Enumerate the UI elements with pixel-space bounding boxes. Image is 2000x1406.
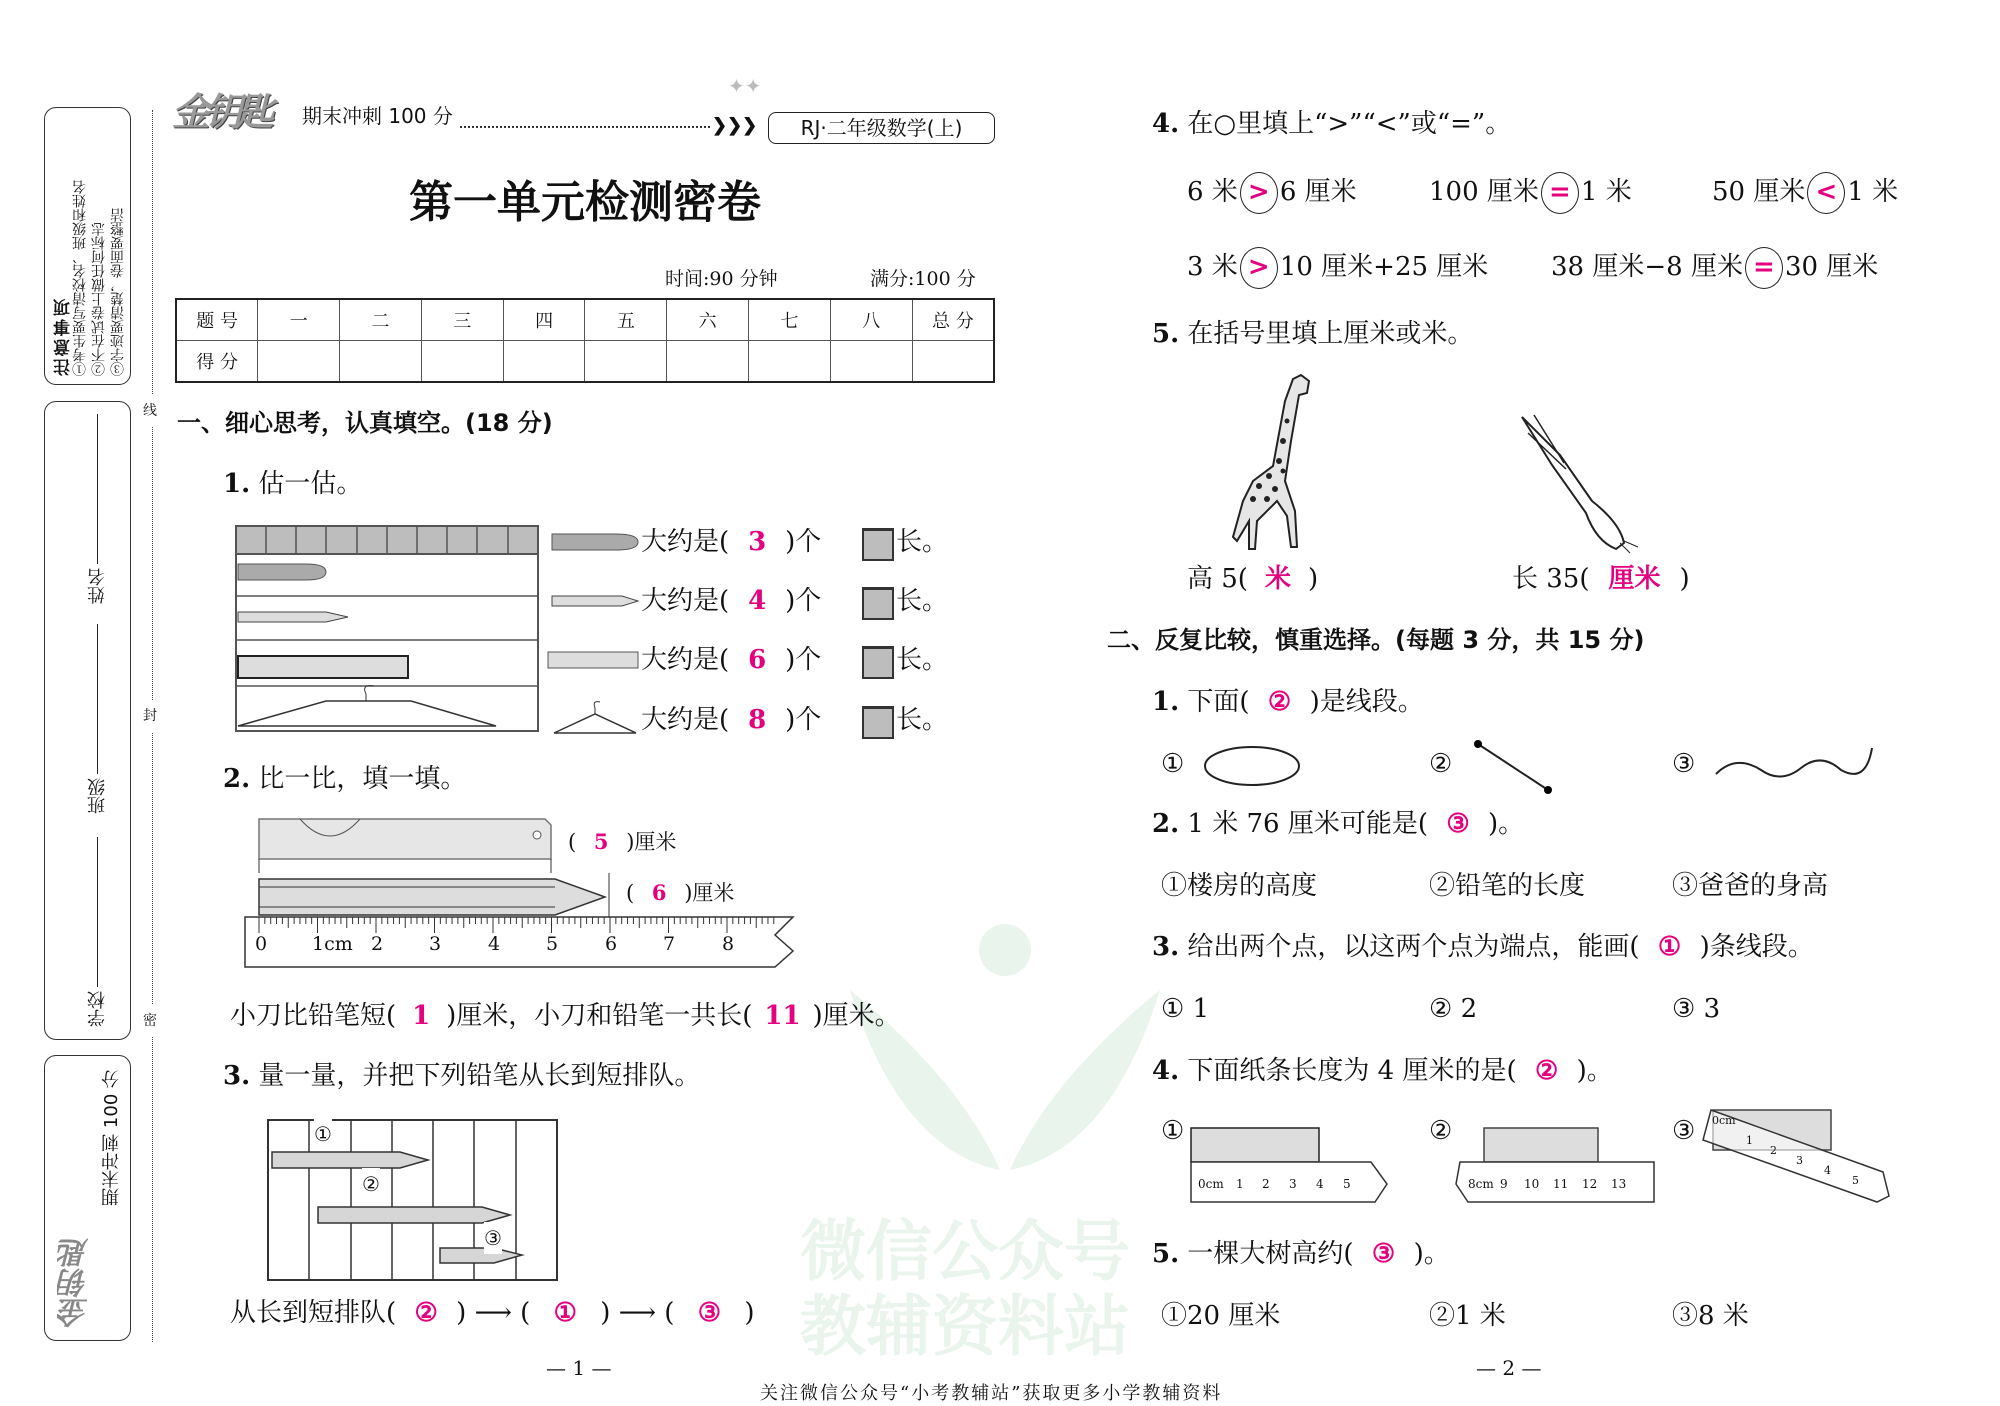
answer: ② [1267,687,1292,717]
q1-5 [1152,318,1473,350]
tick: 0 [255,933,268,955]
th: 三 [421,299,503,341]
score-cell[interactable] [830,341,912,383]
th: 总 分 [912,299,994,341]
option[interactable]: ① [1161,1116,1185,1146]
text: 一棵大树高约( [1187,1239,1354,1269]
tick: 1 [1746,1134,1753,1147]
answer: ② [414,1298,438,1328]
class-label: 班级 [87,778,108,814]
tick: 4 [1316,1177,1324,1191]
series-label: 期末冲刺 100 分 [302,104,453,128]
q2-2 [1152,808,1524,840]
watermark-line1: 微信公众号 [800,1213,1130,1290]
text: 3 米 [1187,252,1238,282]
text: )是线段。 [1309,687,1424,717]
option[interactable]: ②铅笔的长度 [1429,871,1586,901]
text: 下面纸条长度为 4 厘米的是( [1187,1056,1517,1086]
tick: 2 [1262,1177,1270,1191]
answer: 1 [412,1001,431,1031]
text: 大约是( [641,527,730,557]
score-cell[interactable] [585,341,667,383]
q-label: 2. [1152,809,1180,839]
tail: 长。 [896,527,949,557]
text: ) [1307,564,1319,594]
text: )厘米，小刀和铅笔一共长( [446,1001,753,1031]
compare-circle[interactable]: > [1240,172,1278,214]
unit-square-icon [862,646,894,679]
th: 题 号 [176,299,258,341]
compare-circle[interactable]: > [1240,247,1278,289]
text: 1 米 [1847,177,1899,207]
score-cell[interactable] [258,341,340,383]
compare-sentence [230,1000,901,1032]
th: 六 [667,299,749,341]
option[interactable]: ① [1161,749,1185,779]
text: ( [626,881,635,905]
estimate-item [641,644,821,676]
hanger-icon [552,700,638,735]
text: 30 厘米 [1784,252,1879,282]
order-sentence: 从长到短排队( ② ) ⟶ ( ① ) ⟶ ( ③ ) [230,1298,755,1328]
tick: 0cm [1198,1177,1224,1191]
header-dots [460,126,710,128]
th: 八 [830,299,912,341]
text: 小刀比铅笔短( [230,1001,397,1031]
text: 6 厘米 [1279,177,1357,207]
text: 1 米 [1580,177,1632,207]
tick: 2 [371,933,384,955]
text: 大约是( [641,705,730,735]
answer: 米 [1264,564,1291,594]
answer: 3 [748,527,767,557]
score-cell[interactable] [667,341,749,383]
text: )个 [785,586,822,616]
tick: 0cm [1712,1114,1736,1127]
answer: ③ [1371,1239,1396,1269]
school-field[interactable] [85,837,111,1027]
score-row [176,341,994,383]
tick: 4 [1824,1164,1831,1177]
edition-badge: RJ·二年级数学(上) [768,112,995,144]
text: 高 5( [1187,564,1248,594]
tick: 5 [1852,1174,1859,1187]
page-number-2: — 2 — [1476,1356,1542,1380]
text: 长 35( [1512,564,1590,594]
note-2: ②不在试卷上做任何标志 [91,222,107,376]
answer: ③ [1446,809,1470,839]
text: 大约是( [641,586,730,616]
th: 四 [503,299,585,341]
knife-length [568,826,676,858]
q-label: 1. [223,469,251,499]
giraffe-image [1213,371,1323,553]
full-score: 满分:100 分 [870,268,976,290]
text: 给出两个点，以这两个点为端点，能画( [1187,932,1640,962]
score-table [175,298,995,383]
name-label: 姓名 [87,568,108,604]
answer: 6 [748,645,767,675]
estimate-item [641,526,821,558]
q2-3 [1152,931,1814,963]
answer: 6 [651,880,667,905]
text: 1 米 76 厘米可能是( [1187,809,1428,839]
q1-3 [223,1060,700,1092]
text: 38 厘米−8 厘米 [1551,252,1743,282]
tail: 长。 [896,645,949,675]
compare-item [1551,247,1878,289]
tick: 8cm [1468,1177,1494,1191]
option[interactable]: ③爸爸的身高 [1672,871,1829,901]
option[interactable]: ③ [1672,749,1696,779]
text: 大约是( [641,645,730,675]
text: ( [568,830,577,854]
answer: ① [553,1298,577,1328]
q2-1 [1152,686,1424,718]
answer: 8 [748,705,767,735]
score-row-label: 得 分 [176,341,258,383]
watermark-line2: 教辅资料站 [800,1288,1130,1365]
q-text: 量一量，并把下列铅笔从长到短排队。 [258,1061,701,1091]
text: )厘米 [684,881,735,905]
line-segment-shape [1474,740,1554,794]
option[interactable]: ③ 3 [1672,994,1721,1024]
q-text: 比一比，填一填。 [258,764,467,794]
tick: 1 [1236,1177,1244,1191]
tick: 6 [605,933,618,955]
section2-heading: 二、反复比较，慎重选择。(每题 3 分，共 15 分) [1107,626,1645,654]
q1-1 [223,468,362,500]
q1-2 [223,763,466,795]
tick: 8 [722,933,735,955]
seal-label-line: 线 [143,395,157,427]
q-text: 在○里填上“>”“<”或“=”。 [1187,109,1512,139]
scallion-image [1520,413,1655,553]
unit-square-icon [862,706,894,739]
q-label: 3. [1152,932,1180,962]
score-cell[interactable] [912,341,994,383]
giraffe-answer [1187,563,1318,595]
text: )厘米 [626,830,677,854]
tick: 5 [1343,1177,1351,1191]
text: )。 [1488,809,1525,839]
seal-label-secret: 密 [143,1005,157,1037]
text: )条线段。 [1699,932,1814,962]
curve-shape [1716,744,1876,784]
tick: 9 [1500,1177,1508,1191]
sparkle-icon: ✦✦ [728,74,762,98]
tick: 11 [1553,1177,1569,1191]
q-label: 4. [1152,109,1180,139]
q-label: 3. [223,1061,251,1091]
th: 七 [749,299,831,341]
brand-series: 期末冲刺 100 分 [101,1070,122,1206]
option[interactable]: ② 2 [1429,994,1478,1024]
unit-square-icon [862,587,894,620]
text: 下面( [1187,687,1250,717]
tail: 长。 [896,586,949,616]
answer: ① [1657,932,1682,962]
tick: 4 [488,933,501,955]
option[interactable]: ②1 米 [1429,1301,1506,1331]
text: 从长到短排队( [230,1298,397,1328]
tick: 7 [663,933,676,955]
th: 五 [585,299,667,341]
page-number-1: — 1 — [546,1356,612,1380]
pencil-length [626,877,734,909]
page-title: 第一单元检测密卷 [409,177,761,228]
tick: 5 [546,933,559,955]
option[interactable]: ③8 米 [1672,1301,1749,1331]
pencils-grid-figure [268,1120,558,1280]
tick: 3 [1796,1154,1803,1167]
tick: 13 [1611,1177,1627,1191]
tick: 1cm [312,933,353,955]
tick: 3 [429,933,442,955]
option[interactable]: ①楼房的高度 [1161,871,1318,901]
header-arrows-icon: ❯❯❯ [712,115,758,136]
answer: 4 [748,586,767,616]
tick: 3 [1289,1177,1297,1191]
notes-title: 注意事项 [54,296,74,376]
class-field[interactable] [85,624,111,814]
answer: ③ [697,1298,722,1328]
seal-label-seal: 封 [143,700,157,732]
answer: 5 [593,829,609,854]
q-text: 在括号里填上厘米或米。 [1187,319,1474,349]
text: )个 [785,705,822,735]
section1-heading: 一、细心思考，认真填空。(18 分) [177,409,553,437]
q-text: 估一估。 [258,469,363,499]
option[interactable]: ①20 厘米 [1161,1301,1281,1331]
text: )。 [1576,1056,1613,1086]
tick: 12 [1582,1177,1598,1191]
option[interactable]: ① 1 [1161,994,1210,1024]
text: 100 厘米 [1429,177,1539,207]
eraser-icon [552,532,638,552]
score-cell[interactable] [503,341,585,383]
text: )个 [785,527,822,557]
compare-item [1429,172,1632,214]
th: 一 [258,299,340,341]
text: 6 米 [1187,177,1238,207]
arrow-icon: ⟶ [610,1298,665,1328]
score-cell[interactable] [340,341,422,383]
q2-5 [1152,1238,1450,1270]
text: )厘米。 [812,1001,901,1031]
q1-4 [1152,108,1511,140]
option[interactable]: ③ [1672,1116,1696,1146]
watermark-logo-icon [840,920,1170,1180]
estimate-item [641,704,821,736]
score-table-header [176,299,994,341]
brand-logo: 金钥匙 [59,1238,94,1328]
brand-logo-header: 金钥匙 [172,89,269,134]
text: ) [1679,564,1690,594]
answer: 11 [764,1001,801,1031]
q-label: 5. [1152,319,1180,349]
compare-item [1187,247,1488,289]
estimate-item [641,585,821,617]
brand-box [44,1055,131,1341]
pencil-label-2: ② [362,1168,380,1200]
notes-box [44,107,131,385]
tail: 长。 [896,705,949,735]
name-field[interactable] [85,414,111,604]
text: 10 厘米+25 厘米 [1279,252,1489,282]
compare-item [1187,172,1357,214]
estimate-figure [236,526,538,731]
q2-4 [1152,1055,1613,1087]
option[interactable]: ② [1429,1116,1453,1146]
tick: 10 [1524,1177,1540,1191]
footer-text: 关注微信公众号“小考教辅站”获取更多小学教辅资料 [760,1383,1223,1404]
score-cell[interactable] [749,341,831,383]
q-label: 1. [1152,687,1180,717]
q-label: 2. [223,764,251,794]
q-label: 5. [1152,1239,1180,1269]
ellipse-shape [1204,746,1300,786]
exam-time: 时间:90 分钟 [665,268,778,290]
answer: ② [1534,1056,1559,1086]
unit-square-icon [862,528,894,561]
note-1: ①考生要写清校名、班级和姓名 [72,180,88,376]
arrow-icon: ⟶ [466,1298,521,1328]
score-cell[interactable] [421,341,503,383]
text: 50 厘米 [1712,177,1806,207]
ruler-icon [548,652,638,668]
answer: 厘米 [1608,564,1661,594]
th: 二 [340,299,422,341]
note-3: ③字迹要清楚，卷面要整洁 [110,208,126,376]
q-label: 4. [1152,1056,1180,1086]
school-label: 学校 [87,991,108,1027]
text: )。 [1413,1239,1450,1269]
student-info-box [44,401,131,1040]
pencil-label-3: ③ [484,1222,502,1254]
text: )个 [785,645,822,675]
compare-item [1712,172,1898,214]
option[interactable]: ② [1429,749,1453,779]
pencil-label-1: ① [314,1118,332,1150]
compare-circle[interactable]: = [1541,172,1579,214]
pencil-icon [552,594,638,608]
compare-circle[interactable]: < [1807,172,1845,214]
tick: 2 [1770,1144,1777,1157]
scallion-answer [1512,563,1690,595]
compare-circle[interactable]: = [1745,247,1783,289]
